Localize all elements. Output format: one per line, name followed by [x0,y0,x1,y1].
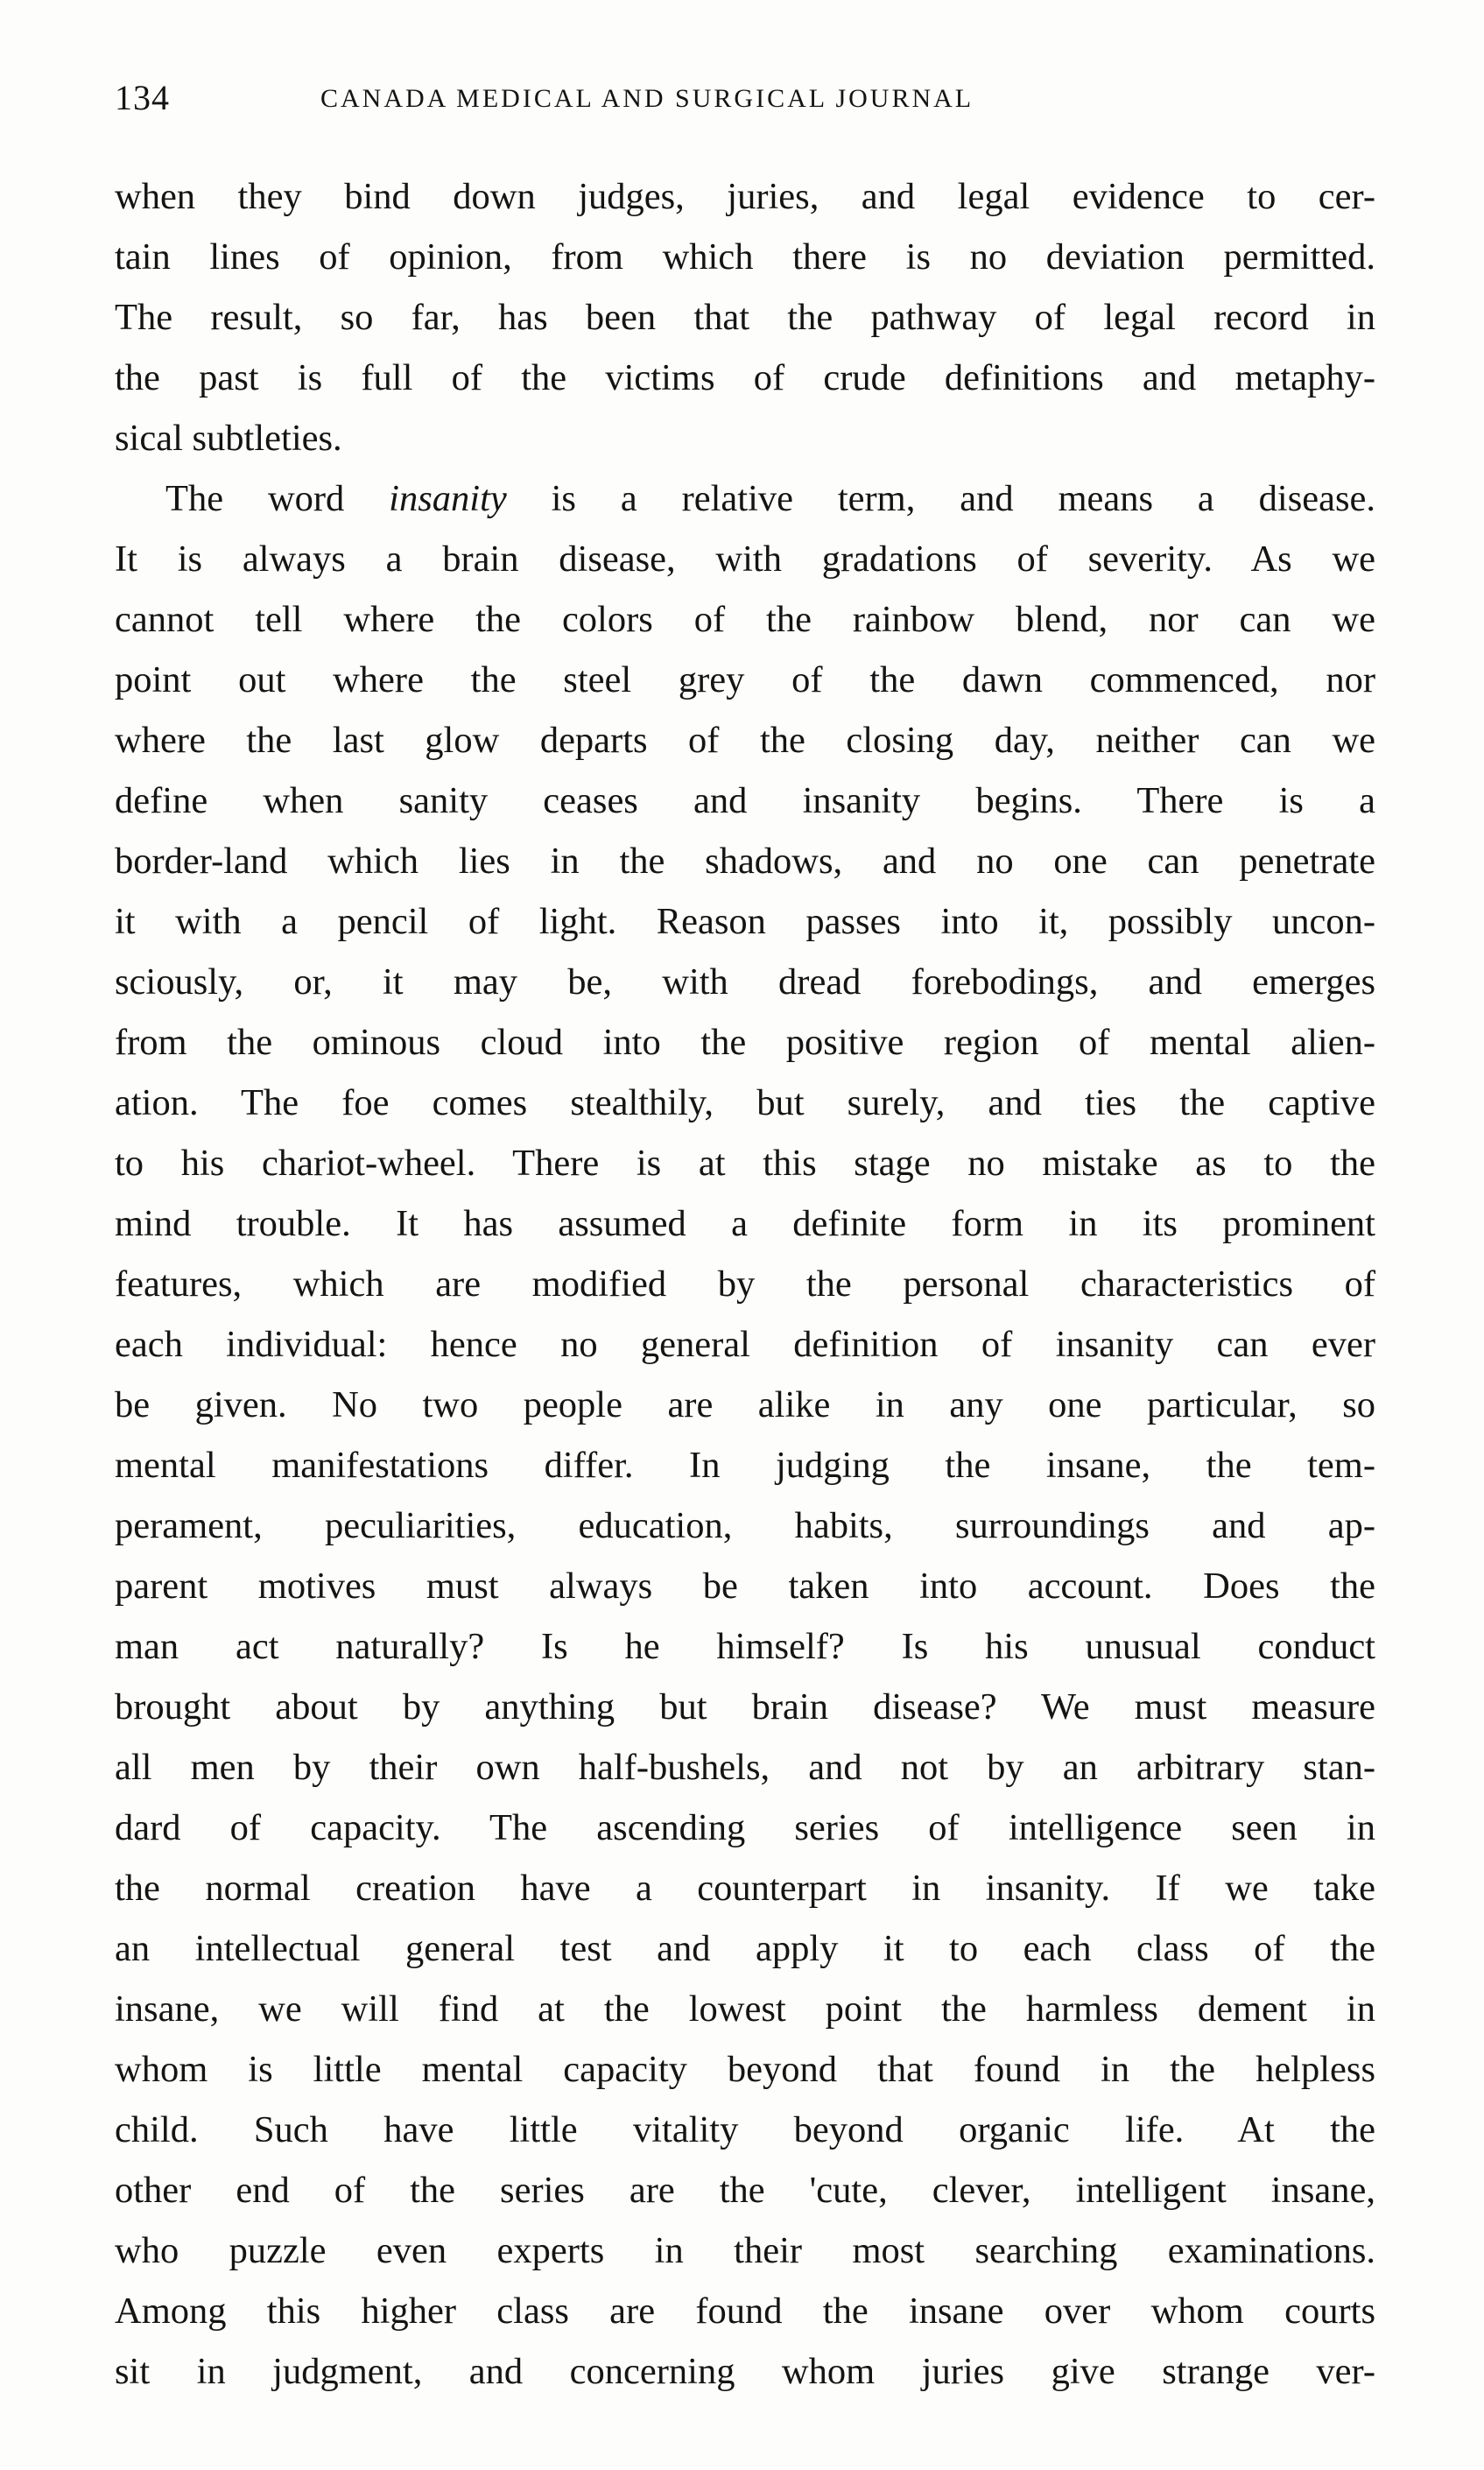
text-line: sit in judgment, and concerning whom juries give strange ver- [115,2351,1375,2392]
text-line: each individual: hence no general definition of insanity can ever [115,1324,1375,1365]
text-line: parent motives must always be taken into account. Does the [115,1566,1375,1607]
text-line: tain lines of opinion, from which there is no deviation permitted. [115,236,1375,278]
running-head [115,77,1375,130]
paragraph-2 [115,468,1375,2402]
text-line: the past is full of the victims of crude definitions and metaphy- [115,357,1375,398]
text-line: all men by their own half-bushels, and not by an arbitrary stan- [115,1747,1375,1788]
text-line: be given. No two people are alike in any one particular, so [115,1384,1375,1425]
text-line: sciously, or, it may be, with dread forebodings, and emerges [115,961,1375,1003]
text-line: sical subtleties. [115,418,342,459]
text-fragment: The word [165,478,390,519]
text-line: ation. The foe comes stealthily, but surely, and ties the captive [115,1082,1375,1123]
text-line: The result, so far, has been that the pathway of legal record in [115,297,1375,338]
text-line: insane, we will find at the lowest point the harmless dement in [115,1988,1375,2030]
text-line: brought about by anything but brain disease? We must measure [115,1686,1375,1728]
text-line: cannot tell where the colors of the rainbow blend, nor can we [115,599,1375,640]
text-line: dard of capacity. The ascending series of intelligence seen in [115,1807,1375,1848]
text-line: to his chariot-wheel. There is at this stage no mistake as to the [115,1143,1375,1184]
italic-term: insanity [389,478,507,519]
text-line: other end of the series are the 'cute, clever, intelligent insane, [115,2170,1375,2211]
text-line: when they bind down judges, juries, and legal evidence to cer- [115,176,1375,217]
text-line: man act naturally? Is he himself? Is his unusual conduct [115,1626,1375,1667]
text-fragment: is a relative term, and means a disease. [506,478,1376,519]
text-line: mental manifestations differ. In judging the insane, the tem- [115,1445,1375,1486]
text-line: whom is little mental capacity beyond that found in the helpless [115,2049,1375,2090]
text-line: border-land which lies in the shadows, and no one can penetrate [115,841,1375,882]
text-line: the normal creation have a counterpart in insanity. If we take [115,1868,1375,1909]
text-line: mind trouble. It has assumed a definite form in its prominent [115,1203,1375,1244]
text-line: from the ominous cloud into the positive region of mental alien- [115,1022,1375,1063]
text-line: where the last glow departs of the closing day, neither can we [115,720,1375,761]
text-line: child. Such have little vitality beyond organic life. At the [115,2109,1375,2150]
text-line: who puzzle even experts in their most searching examinations. [115,2230,1375,2271]
text-line: It is always a brain disease, with gradations of severity. As we [115,538,1375,580]
journal-title: CANADA MEDICAL AND SURGICAL JOURNAL [320,84,974,113]
text-line: it with a pencil of light. Reason passes into it, possibly uncon- [115,901,1375,942]
text-line: an intellectual general test and apply it to each class of the [115,1928,1375,1969]
text-line: perament, peculiarities, education, habits, surroundings and ap- [115,1505,1375,1546]
text-line: Among this higher class are found the insane over whom courts [115,2291,1375,2332]
page-number: 134 [115,78,170,117]
text-line [115,468,1375,529]
text-line: features, which are modified by the personal characteristics of [115,1263,1375,1305]
text-line: point out where the steel grey of the dawn commenced, nor [115,659,1375,700]
paragraph-1 [115,166,1375,468]
body-text [115,166,1375,2402]
text-line: define when sanity ceases and insanity begins. There is a [115,780,1375,821]
